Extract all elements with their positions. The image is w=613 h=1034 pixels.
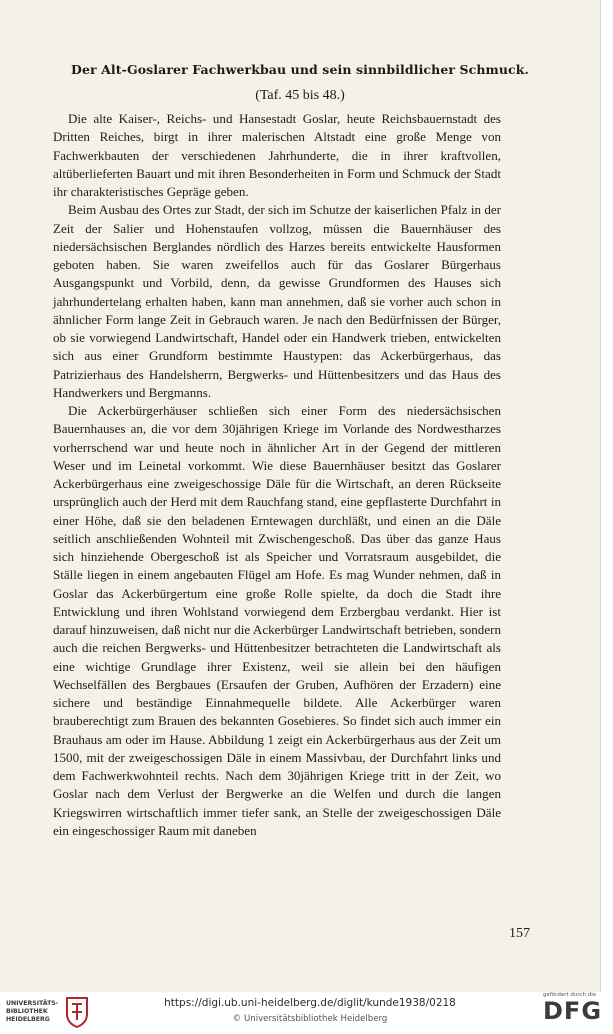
article-body <box>53 110 501 840</box>
university-crest-icon <box>64 996 90 1028</box>
digital-copy-url[interactable]: https://digi.ub.uni-heidelberg.de/diglit/kunde1938/0218 <box>164 997 456 1009</box>
article-subtitle: (Taf. 45 bis 48.) <box>255 88 345 103</box>
paragraph-1: Die alte Kaiser-, Reichs- und Hansestadt Goslar, heute Reichsbauernstadt des Dritten Reiches, birgt in ihrer malerischen Altstadt eine große Menge von Fachwerkbauten der verschiedenen Jahrhunderte, die in ihrer kraftvollen, altüberlieferten Bauart und mit ihren Besonderheiten in Form und Schmuck der Stadt ihr charakteristisches Gepräge geben. <box>53 111 501 199</box>
page-number: 157 <box>509 926 530 941</box>
footer-bar <box>0 992 613 1034</box>
library-name-line-2: BIBLIOTHEK <box>6 1008 48 1015</box>
funding-label: gefördert durch die <box>543 992 597 998</box>
paragraph-2: Beim Ausbau des Ortes zur Stadt, der sich im Schutze der kaiserlichen Pfalz in der Zeit der Salier und Hohenstaufen vollzog, müssen die Bauernhäuser des niedersächsischen Berglandes nördlich des Harzes bereits entwickelte Hausformen geboten haben. Sie waren zweifellos auch für das Goslarer Bürgerhaus Ausgangspunkt und Vorbild, denn, da gewisse Grundformen des Hauses sich jahrhundertelang erhalten haben, kann man annehmen, daß sie vorher auch schon in ähnlicher Form lange Zeit in Gebrauch waren. Je nach den Bedürfnissen der Bürger, ob sie vorwiegend Landwirtschaft, Handel oder ein Handwerk trieben, entwickelten sich aus einer Grundform bestimmte Haustypen: das Ackerbürgerhaus, das Patrizierhaus des Handelsherrn, Bergwerks- und Hüttenbesitzers und das Haus des Handwerkers und Bergmanns. <box>53 202 501 400</box>
library-name-line-3: HEIDELBERG <box>6 1016 50 1023</box>
university-library-logo[interactable] <box>6 994 106 1030</box>
library-name-line-1: UNIVERSITÄTS- <box>6 1000 59 1007</box>
dfg-logo-text: DFG <box>543 997 603 1025</box>
copyright-notice: © Universitätsbibliothek Heidelberg <box>232 1014 388 1024</box>
dfg-funding-logo[interactable] <box>543 992 607 1032</box>
article-title: Der Alt-Goslarer Fachwerkbau und sein sinnbildlicher Schmuck. <box>71 62 529 77</box>
paragraph-3: Die Ackerbürgerhäuser schließen sich einer Form des niedersächsischen Bauernhauses an, die vor dem 30jährigen Kriege im Vorlande des Nordwestharzes vorherrschend war und heute noch in ähnlicher Art in der Gegend der mittleren Weser und im Leinetal vorkommt. Wie diese Bauernhäuser besitzt das Goslarer Ackerbürgerhaus eine zweigeschossige Däle für die Wirtschaft, an deren Rückseite ursprünglich auch der Herd mit dem Rauchfang stand, eine gepflasterte Durchfahrt in einer Höhe, daß sie den beladenen Erntewagen durchläßt, und einen an die Däle seitlich anschließenden Wohnteil mit Zwischengeschoß. Das über das ganze Haus sich hinziehende Obergeschoß ist als Speicher und Vorratsraum ausgebildet, die Ställe liegen in einem angebauten Flügel am Hofe. Es mag Wunder nehmen, daß in Goslar das Ackerbürgertum eine große Rolle spielte, da doch die Stadt ihre Entwicklung und ihren Wohlstand vorwiegend dem Erzbergbau verdankt. Hier ist darauf hinzuweisen, daß nicht nur die Ackerbürger Landwirtschaft betrieben, sondern auch die reichen Bergwerks- und Hüttenbesitzer betrachteten die Landwirtschaft als eine wichtige Grundlage ihrer Existenz, weil sie allein bei den häufigen Wechselfällen des Bergbaues (Ersaufen der Gruben, Aufhören der Erzadern) eine sichere und beständige Einnahmequelle bildete. Alle Ackerbürger waren brauberechtigt zum Brauen des bekannten Gosebieres. So findet sich auch immer ein Brauhaus am oder im Hause. Abbildung 1 zeigt ein Ackerbürgerhaus aus der Zeit um 1500, mit der zweigeschossigen Däle in einem Massivbau, der Durchfahrt links und dem Fachwerkwohnteil rechts. Nach dem 30jährigen Kriege tritt in der Zeit, wo Goslar nach dem Verlust der Bergwerke an die Welfen und durch die langen Kriegswirren wirtschaftlich immer tiefer sank, an Stelle der zweigeschossigen Däle ein eingeschossiger Raum mit daneben <box>53 403 501 838</box>
